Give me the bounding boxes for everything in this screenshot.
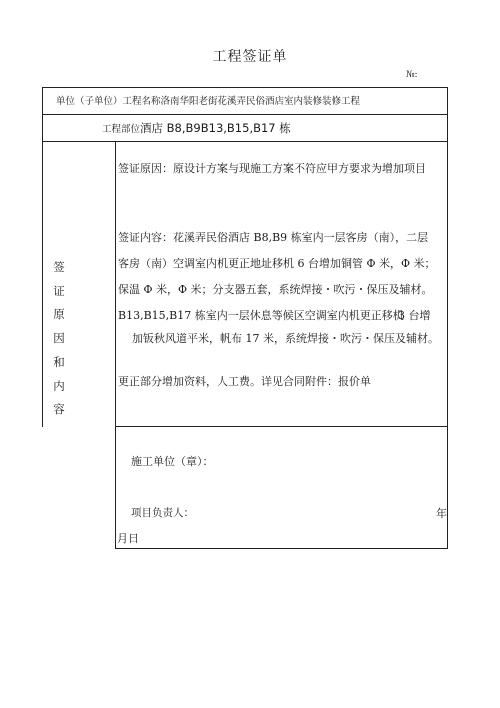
table-border-row3 <box>115 426 448 427</box>
visa-content-line-5: 加钣秋风道平米，帆布 17 米，系统焊接・吹污・保压及辅材。 <box>132 332 439 345</box>
label-char: 签 <box>53 260 65 274</box>
visa-extra-note: 更正部分增加资料，人工费。详见合同附件：报价单 <box>118 375 371 388</box>
table-divider-vertical <box>115 141 116 549</box>
label-char: 原 <box>53 307 65 322</box>
unit-project-name: 单位（子单位）工程名称洛南华阳老街花溪弄民俗酒店室内装修装修工程 <box>56 96 361 107</box>
project-part <box>102 121 291 137</box>
table-border-left <box>42 87 43 427</box>
document-number-label: №: <box>406 70 418 80</box>
visa-reason: 签证原因：原设计方案与现施工方案不符应甲方要求为增加项目 <box>118 162 426 175</box>
table-border-row2 <box>42 141 448 142</box>
label-char: 容 <box>53 402 65 417</box>
visa-content-line-2: 客房（南）空调室内机更正地址移机 6 台增加铜管 Φ 米，Φ 米； <box>118 257 436 270</box>
visa-content-line-4-end: 3 台增 <box>398 309 431 322</box>
project-part-value-prefix: 酒店 <box>140 121 167 135</box>
document-title: 工程签证单 <box>212 49 288 65</box>
project-manager-label: 项目负责人： <box>131 507 194 519</box>
visa-content-line-3: 保温 Φ 米，Φ 米；分支器五套，系统焊接・吹污・保压及辅材。 <box>118 283 433 296</box>
table-border-bottom <box>115 548 448 549</box>
project-part-label: 工程部位 <box>102 124 141 135</box>
label-char: 因 <box>53 331 65 346</box>
visa-content-line-1: 签证内容：花溪弄民俗酒店 B8,B9 栋室内一层客房（南），二层 <box>118 231 429 244</box>
label-char: 内 <box>53 378 65 393</box>
label-char: 和 <box>53 354 65 369</box>
reason-content-label <box>51 256 67 422</box>
contractor-seal-label: 施工单位（章）： <box>131 455 214 468</box>
project-part-value: B8,B9B13,B15,B17 栋 <box>166 121 291 135</box>
label-char: 证 <box>53 283 65 298</box>
month-day-label: 月日 <box>117 532 139 545</box>
table-border-top <box>42 87 448 88</box>
table-border-right <box>447 87 448 549</box>
year-label: 年 <box>436 507 447 520</box>
table-border-row1 <box>42 114 448 115</box>
visa-content-line-4: B13,B15,B17 栋室内一层休息等候区空调室内机更正移机 <box>118 309 404 322</box>
